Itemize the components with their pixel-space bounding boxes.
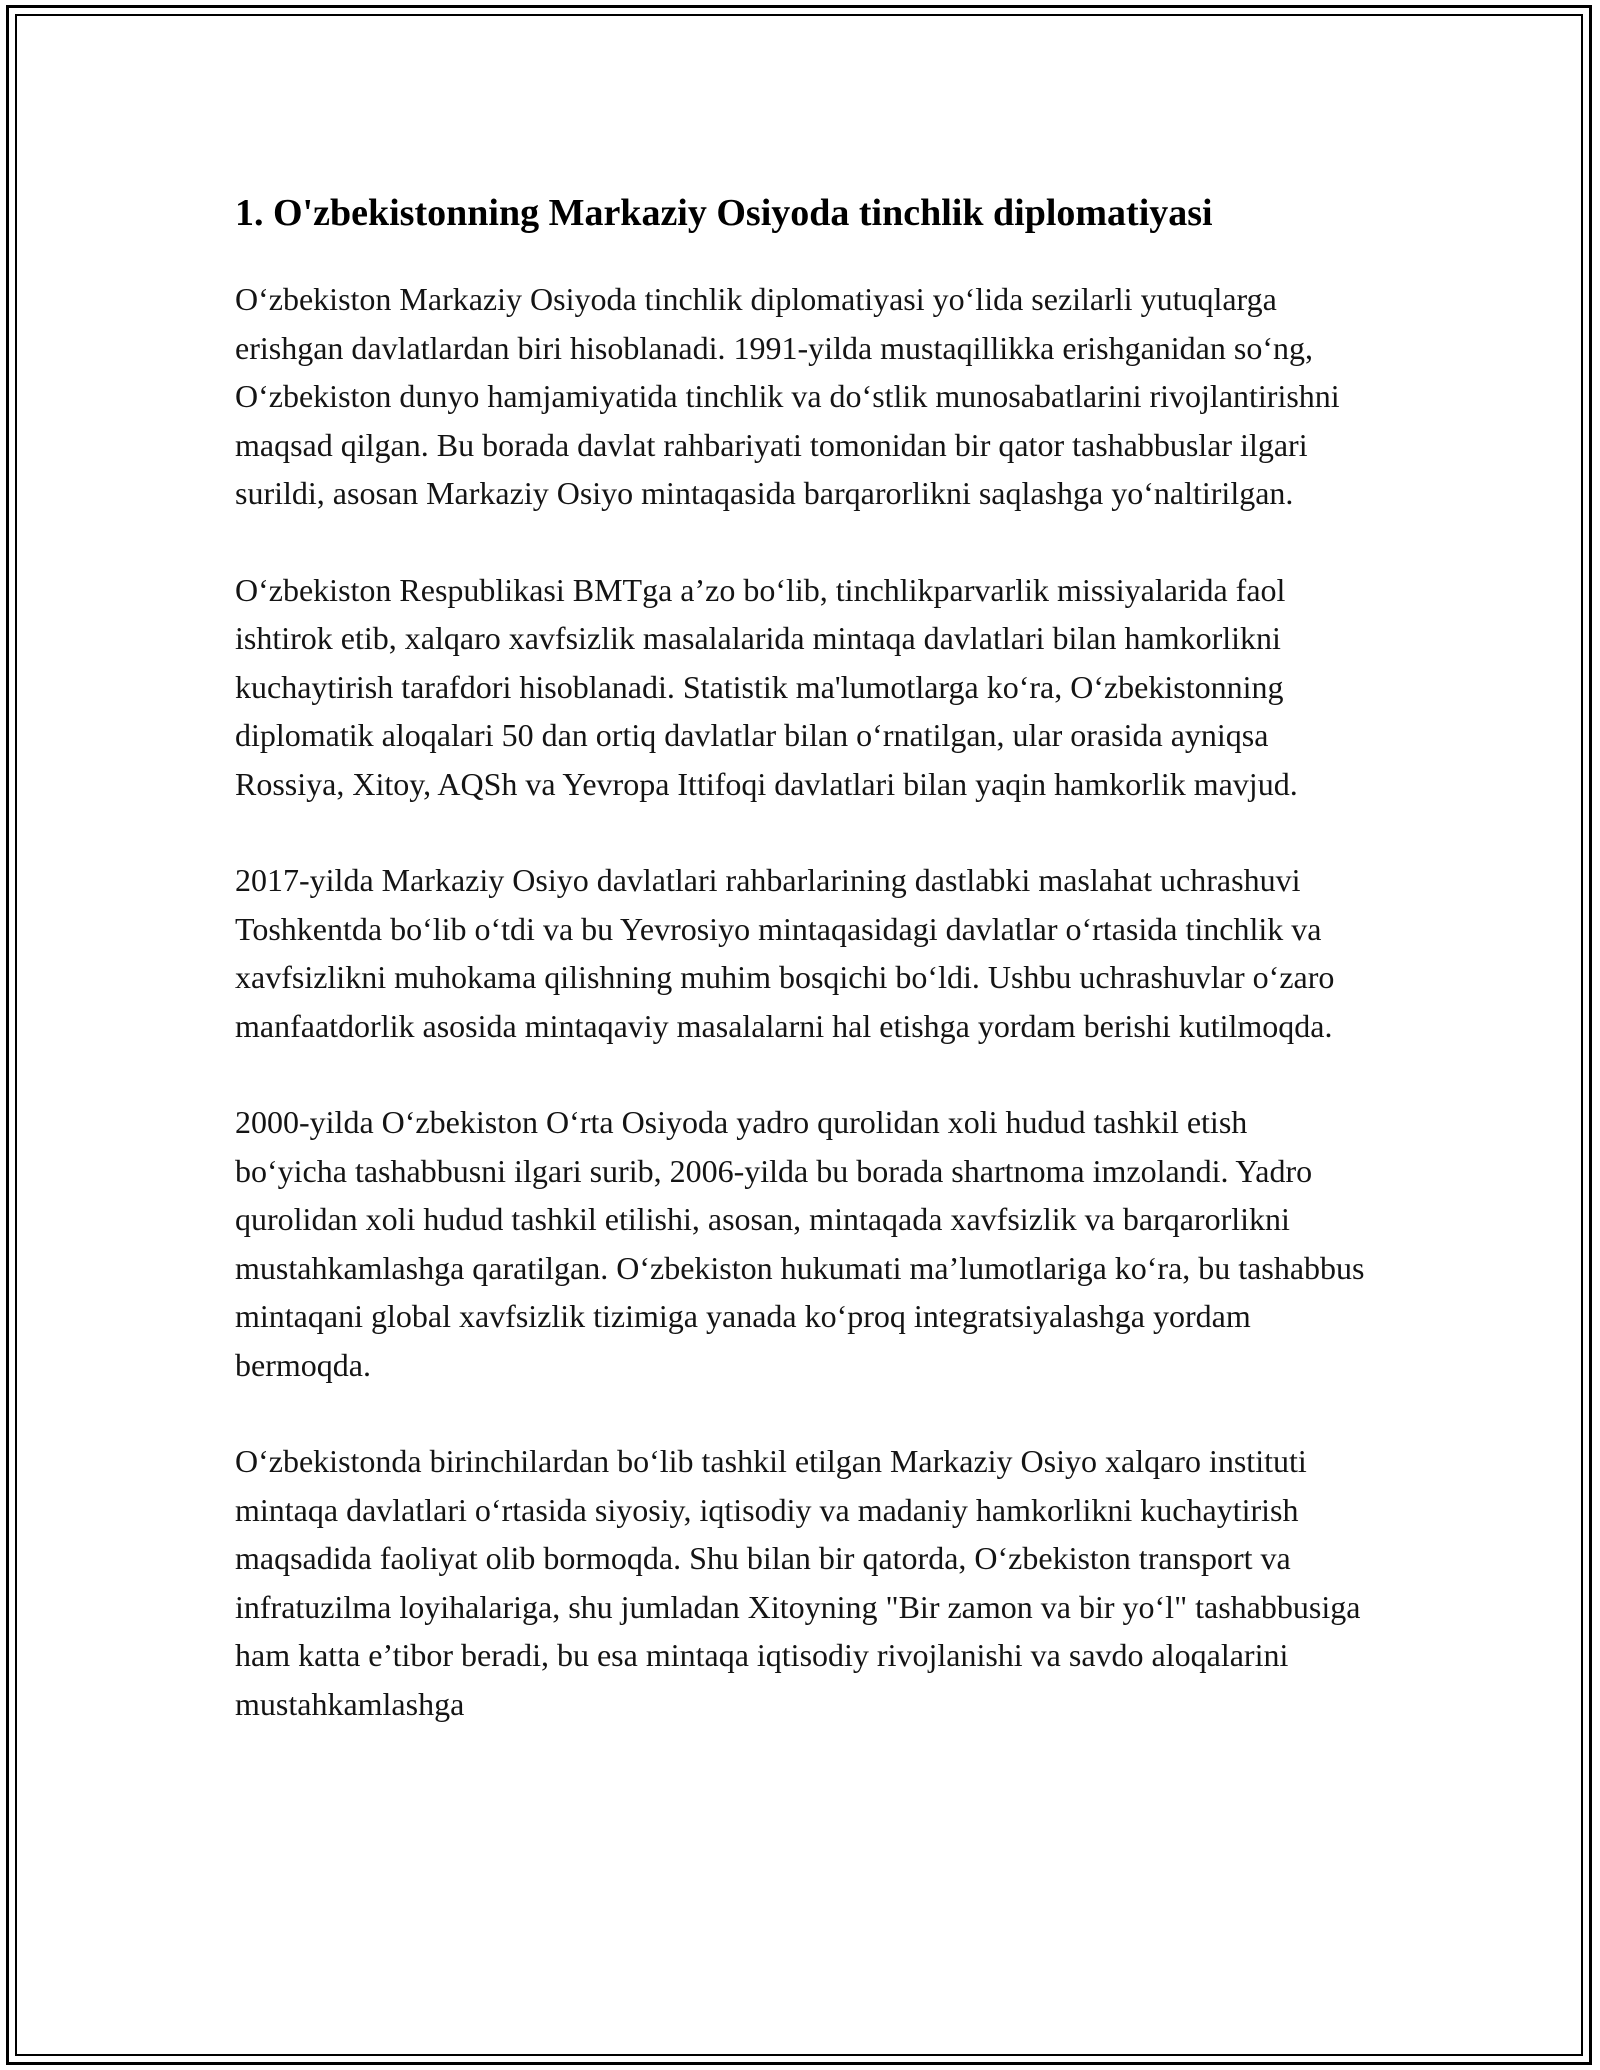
- document-body: [235, 183, 1365, 1776]
- paragraph-3: 2017-yilda Markaziy Osiyo davlatlari rahbarlarining dastlabki maslahat uchrashuvi Toshkentda bo‘lib o‘tdi va bu Yevrosiyo mintaqasidagi davlatlar o‘rtasida tinchlik va xavfsizlikni muhokama qilishning muhim bosqichi bo‘ldi. Ushbu uchrashuvlar o‘zaro manfaatdorlik asosida mintaqaviy masalalarni hal etishga yordam berishi kutilmoqda.: [235, 862, 1335, 1044]
- paragraph-5: O‘zbekistonda birinchilardan bo‘lib tashkil etilgan Markaziy Osiyo xalqaro instituti mintaqa davlatlari o‘rtasida siyosiy, iqtisodiy va madaniy hamkorlikni kuchaytirish maqsadida faoliyat olib bormoqda. Shu bilan bir qatorda, O‘zbekiston transport va infratuzilma loyihalariga, shu jumladan Xitoyning "Bir zamon va bir yo‘l" tashabbusiga ham katta e’tibor beradi, bu esa mintaqa iqtisodiy rivojlanishi va savdo aloqalarini mustahkamlashga: [235, 1443, 1361, 1722]
- paragraph-1: O‘zbekiston Markaziy Osiyoda tinchlik diplomatiyasi yo‘lida sezilarli yutuqlarga erishgan davlatlardan biri hisoblanadi. 1991-yilda mustaqillikka erishganidan so‘ng, O‘zbekiston dunyo hamjamiyatida tinchlik va do‘stlik munosabatlarini rivojlantirishni maqsad qilgan. Bu borada davlat rahbariyati tomonidan bir qator tashabbuslar ilgari surildi, asosan Markaziy Osiyo mintaqasida barqarorlikni saqlashga yo‘naltirilgan.: [235, 281, 1340, 511]
- paragraph-2: O‘zbekiston Respublikasi BMTga a’zo bo‘lib, tinchlikparvarlik missiyalarida faol ishtirok etib, xalqaro xavfsizlik masalalarida mintaqa davlatlari bilan hamkorlikni kuchaytirish tarafdori hisoblanadi. Statistik ma'lumotlarga ko‘ra, O‘zbekistonning diplomatik aloqalari 50 dan ortiq davlatlar bilan o‘rnatilgan, ular orasida ayniqsa Rossiya, Xitoy, AQSh va Yevropa Ittifoqi davlatlari bilan yaqin hamkorlik mavjud.: [235, 571, 1298, 802]
- section-heading: 1. O'zbekistonning Markaziy Osiyoda tinchlik diplomatiyasi: [235, 192, 1213, 234]
- paragraph-4: 2000-yilda O‘zbekiston O‘rta Osiyoda yadro qurolidan xoli hudud tashkil etish bo‘yicha tashabbusni ilgari surib, 2006-yilda bu borada shartnoma imzolandi. Yadro qurolidan xoli hudud tashkil etilishi, asosan, mintaqada xavfsizlik va barqarorlikni mustahkamlashga qaratilgan. O‘zbekiston hukumati ma’lumotlariga ko‘ra, bu tashabbus mintaqani global xavfsizlik tizimiga yanada ko‘proq integratsiyalashga yordam bermoqda.: [235, 1104, 1365, 1383]
